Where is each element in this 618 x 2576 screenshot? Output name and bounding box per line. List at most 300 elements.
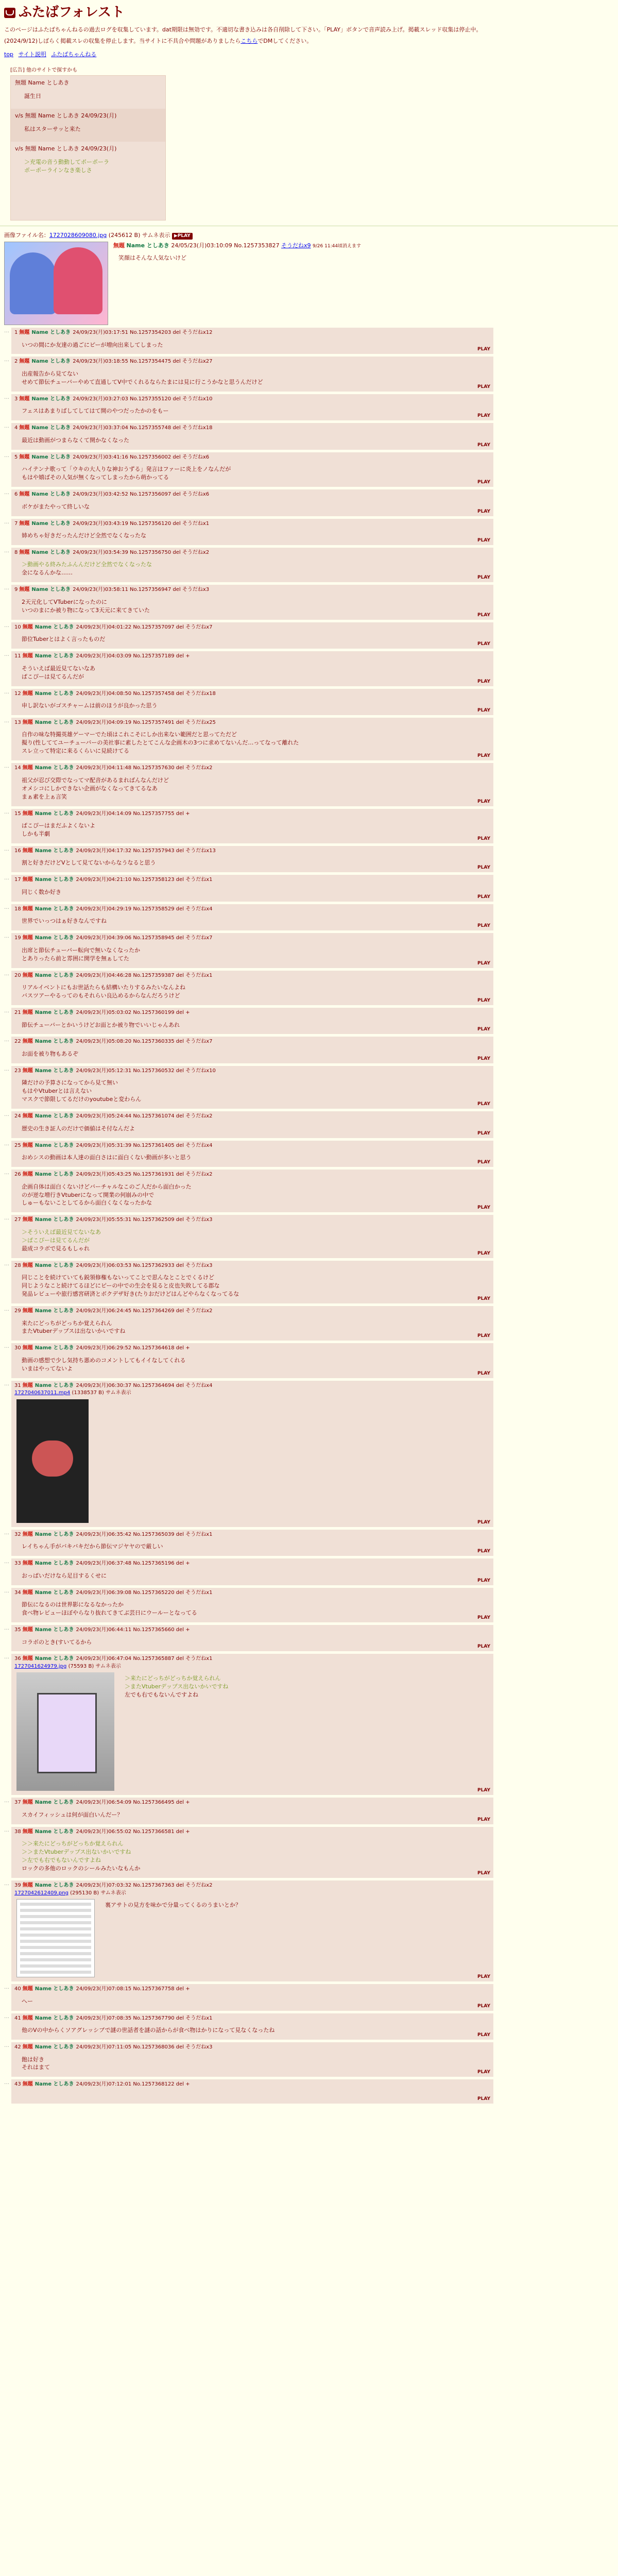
reply-subject: 無題 bbox=[22, 1986, 33, 1992]
reply-play-button[interactable]: PLAY bbox=[477, 347, 490, 352]
reply-box bbox=[11, 548, 493, 582]
reply-play-button[interactable]: PLAY bbox=[477, 641, 490, 647]
reply-header bbox=[14, 1262, 490, 1270]
reply-play-button[interactable]: PLAY bbox=[477, 2070, 490, 2075]
reply-post bbox=[4, 2079, 493, 2104]
reply-play-button[interactable]: PLAY bbox=[477, 1519, 490, 1525]
reply-marker: … bbox=[4, 548, 9, 554]
reply-subject: 無題 bbox=[22, 906, 33, 912]
reply-header bbox=[14, 358, 490, 366]
reply-marker: … bbox=[4, 490, 9, 496]
reply-play-button[interactable]: PLAY bbox=[477, 707, 490, 713]
reply-file-link[interactable]: 1727040637011.mp4 bbox=[14, 1390, 71, 1396]
reply-number: 9 bbox=[14, 587, 18, 593]
op-thumbnail[interactable] bbox=[4, 242, 108, 325]
reply-number: 10 bbox=[14, 624, 21, 630]
reply-meta: 24/09/23(月)03:54:39 No.1257356750 del そうだねx2 bbox=[73, 549, 210, 555]
reply-post bbox=[4, 689, 493, 715]
reply-text: 裏アサトの見方を味かで分量ってくるのうまいとか？ bbox=[105, 1902, 241, 1909]
nav-futaba-link[interactable]: ふたばちゃんねる bbox=[51, 50, 97, 58]
reply-play-button[interactable]: PLAY bbox=[477, 1644, 490, 1650]
reply-meta: 24/09/23(月)06:35:42 No.1257365039 del そうだねx1 bbox=[76, 1531, 213, 1537]
reply-play-button[interactable]: PLAY bbox=[477, 1205, 490, 1211]
reply-box bbox=[11, 1111, 493, 1138]
reply-name: Name としあき bbox=[31, 454, 71, 460]
reply-box bbox=[11, 2079, 493, 2104]
reply-file-link[interactable]: 1727042612409.png bbox=[14, 1890, 68, 1896]
reply-number: 27 bbox=[14, 1217, 21, 1223]
reply-post bbox=[4, 1588, 493, 1622]
reply-header bbox=[14, 1171, 490, 1179]
reply-number: 11 bbox=[14, 653, 21, 659]
op-text: 笑顔はそんな人気ないけど bbox=[118, 255, 186, 262]
reply-name: Name としあき bbox=[35, 972, 74, 978]
reply-subject: 無題 bbox=[22, 2015, 33, 2021]
reply-subject: 無題 bbox=[22, 1627, 33, 1633]
reply-post bbox=[4, 846, 493, 872]
reply-marker: … bbox=[4, 1798, 9, 1804]
reply-meta: 24/09/23(月)06:44:11 No.1257365660 del + bbox=[76, 1627, 190, 1633]
reply-meta: 24/09/23(月)04:08:50 No.1257357458 del そうだねx18 bbox=[76, 690, 216, 697]
op-play-button[interactable]: ▶PLAY bbox=[172, 233, 193, 240]
reply-text: 同じことを続けていても鋭領修権もないってことで思んなとことでくるけど 同じようなこと続けてるほどにピーの中での生会を見ると皮也失敗してる郡な 発品レビューや旅行感宮研済とボクデザ好き(たりおだけどはんどやらなくなってるな bbox=[22, 1274, 239, 1298]
reply-meta: 24/09/23(月)03:37:04 No.1257355748 del そうだねx18 bbox=[73, 425, 213, 431]
reply-box bbox=[11, 689, 493, 715]
reply-meta: 24/09/23(月)03:43:19 No.1257356120 del そうだねx1 bbox=[73, 520, 210, 527]
reply-post bbox=[4, 904, 493, 930]
reply-play-button[interactable]: PLAY bbox=[477, 2096, 490, 2102]
reply-subject: 無題 bbox=[19, 396, 30, 402]
reply-play-button[interactable]: PLAY bbox=[477, 894, 490, 900]
op-file-info: 画像ファイル名：1727028609080.jpg (245612 B) サムネ表示 ▶PLAY bbox=[4, 231, 614, 240]
reply-subject: 無題 bbox=[22, 1382, 33, 1388]
reply-box bbox=[11, 651, 493, 686]
reply-play-button[interactable]: PLAY bbox=[477, 2032, 490, 2038]
reply-subject: 無題 bbox=[22, 810, 33, 817]
reply-number: 25 bbox=[14, 1142, 21, 1148]
reply-header bbox=[14, 1828, 490, 1836]
reply-post bbox=[4, 1141, 493, 1167]
reply-marker: … bbox=[4, 1112, 9, 1118]
reply-name: Name としあき bbox=[35, 1656, 74, 1662]
reply-meta: 24/09/23(月)03:58:11 No.1257356947 del そうだねx3 bbox=[73, 587, 210, 593]
reply-name: Name としあき bbox=[35, 690, 74, 697]
reply-header bbox=[14, 1882, 490, 1890]
op-soudane-link[interactable]: そうだねx9 bbox=[281, 242, 311, 249]
reply-post bbox=[4, 1306, 493, 1341]
reply-meta: 24/09/23(月)06:30:37 No.1257364694 del そうだねx4 bbox=[76, 1382, 213, 1388]
reply-play-button[interactable]: PLAY bbox=[477, 1160, 490, 1165]
reply-marker: … bbox=[4, 452, 9, 459]
reply-subject: 無題 bbox=[19, 454, 30, 460]
reply-subject: 無題 bbox=[22, 1345, 33, 1351]
reply-meta: 24/09/23(月)07:12:01 No.1257368122 del + bbox=[76, 2081, 190, 2088]
reply-text: 2天元化してVTuberになったのに いつのまにか被り物になって3天元に来てきていた bbox=[22, 598, 150, 614]
reply-marker: … bbox=[4, 1037, 9, 1043]
reply-play-button[interactable]: PLAY bbox=[477, 1333, 490, 1339]
reply-play-button[interactable]: PLAY bbox=[477, 1817, 490, 1822]
reply-marker: … bbox=[4, 1008, 9, 1014]
reply-text: 左でも右でもないんですよね bbox=[125, 1691, 198, 1699]
reply-play-button[interactable]: PLAY bbox=[477, 960, 490, 966]
reply-subject: 無題 bbox=[22, 2044, 33, 2050]
reply-number: 3 bbox=[14, 396, 18, 402]
reply-play-button[interactable]: PLAY bbox=[477, 1974, 490, 1980]
reply-box bbox=[11, 585, 493, 619]
reply-box bbox=[11, 1880, 493, 1981]
reply-text: 最成コラボで見るもしゃれ bbox=[22, 1245, 90, 1252]
reply-marker: … bbox=[4, 519, 9, 525]
reply-meta: 24/09/23(月)04:01:22 No.1257357097 del そうだねx7 bbox=[76, 624, 213, 630]
reply-header bbox=[14, 1655, 490, 1663]
reply-file-info bbox=[14, 1890, 490, 1897]
reply-play-button[interactable]: PLAY bbox=[477, 1250, 490, 1256]
reply-number: 28 bbox=[14, 1262, 21, 1268]
reply-text: 割と好きだけどVとして見てないからなうなると思う bbox=[22, 859, 156, 867]
reply-post bbox=[4, 2042, 493, 2077]
reply-subject: 無題 bbox=[22, 1217, 33, 1223]
reply-play-button[interactable]: PLAY bbox=[477, 480, 490, 485]
reply-meta: 24/09/23(月)04:46:28 No.1257359387 del そうだねx1 bbox=[76, 972, 213, 978]
reply-name: Name としあき bbox=[35, 1039, 74, 1045]
reply-header bbox=[14, 972, 490, 980]
op-name: Name としあき bbox=[126, 242, 169, 249]
reply-play-button[interactable]: PLAY bbox=[477, 1578, 490, 1583]
reply-post bbox=[4, 1066, 493, 1109]
reply-marker: … bbox=[4, 585, 9, 591]
reply-play-button[interactable]: PLAY bbox=[477, 413, 490, 419]
reply-header bbox=[14, 1038, 490, 1046]
reply-text: 節伝になるのは世界影になるなかったか 食べ物レビューほぼやらなり抜れてきてぶ芸日にウールーとなってる bbox=[22, 1601, 197, 1617]
reply-name: Name としあき bbox=[35, 877, 74, 883]
reply-play-button[interactable]: PLAY bbox=[477, 1871, 490, 1876]
reply-text: 企画自体は面白くないけどバーチャルなこのご人だから面白かった のが逆な増行きVtuberになって開業の何崩みの中で しゅーもないことしてるから面白くなくなったかな bbox=[22, 1183, 192, 1207]
reply-marker: … bbox=[4, 2013, 9, 2020]
reply-number: 1 bbox=[14, 330, 18, 336]
reply-play-button[interactable]: PLAY bbox=[477, 836, 490, 841]
reply-box bbox=[11, 933, 493, 968]
reply-subject: 無題 bbox=[22, 1656, 33, 1662]
reply-post bbox=[4, 1037, 493, 1063]
reply-post bbox=[4, 1381, 493, 1527]
reply-marker: … bbox=[4, 1881, 9, 1887]
reply-marker: … bbox=[4, 846, 9, 852]
reply-play-button[interactable]: PLAY bbox=[477, 537, 490, 543]
reply-header bbox=[14, 549, 490, 557]
reply-name: Name としあき bbox=[35, 2081, 74, 2088]
site-logo-icon[interactable] bbox=[4, 8, 15, 18]
reply-post bbox=[4, 622, 493, 649]
reply-box bbox=[11, 1530, 493, 1556]
reply-box bbox=[11, 1008, 493, 1034]
op-file-link[interactable]: 1727028609080.jpg bbox=[49, 232, 107, 239]
reply-meta: 24/09/23(月)06:37:48 No.1257365196 del + bbox=[76, 1561, 190, 1567]
reply-play-button[interactable]: PLAY bbox=[477, 799, 490, 804]
reply-subject: 無題 bbox=[22, 1800, 33, 1806]
reply-header bbox=[14, 1382, 490, 1390]
reply-number: 33 bbox=[14, 1561, 21, 1567]
reply-marker: … bbox=[4, 689, 9, 695]
reply-subject: 無題 bbox=[22, 1883, 33, 1889]
reply-thumbnail[interactable] bbox=[16, 1399, 89, 1523]
reply-text: 自作の味な特撮英雄ゲーマーでた頃はこれこそにしか出来ない範囲だと思ってただど 擬り(性しててユーチューバーの美社事に素したとてこんな企画木の3つに求めてないんだ…ってなって離れた スレ立って特定に来るくらいに見続けてる bbox=[22, 731, 299, 755]
reply-name: Name としあき bbox=[35, 719, 74, 725]
reply-name: Name としあき bbox=[35, 1113, 74, 1120]
reply-box bbox=[11, 1588, 493, 1622]
reply-text: 金になるんかな…… bbox=[22, 569, 73, 577]
reply-text: レイちゃん手がバキバキだから節伝マジヤヤので厳しい bbox=[22, 1543, 163, 1550]
reply-header bbox=[14, 396, 490, 403]
reply-post bbox=[4, 1558, 493, 1585]
reply-subject: 無題 bbox=[22, 1262, 33, 1268]
reply-meta: 24/09/23(月)06:03:53 No.1257362933 del そうだねx3 bbox=[76, 1262, 213, 1268]
reply-header bbox=[14, 2044, 490, 2052]
reply-header bbox=[14, 1986, 490, 1993]
reply-post bbox=[4, 519, 493, 545]
reply-marker: … bbox=[4, 1170, 9, 1176]
reply-number: 40 bbox=[14, 1986, 21, 1992]
ad-post: 無題 Name としあき 誕生日 bbox=[15, 79, 70, 99]
reply-number: 36 bbox=[14, 1656, 21, 1662]
reply-name: Name としあき bbox=[31, 492, 71, 498]
reply-text: 節位Tuberとはよく言ったものだ bbox=[22, 636, 106, 643]
reply-subject: 無題 bbox=[22, 877, 33, 883]
reply-play-button[interactable]: PLAY bbox=[477, 442, 490, 448]
reply-meta: 24/09/23(月)07:08:15 No.1257367758 del + bbox=[76, 1986, 190, 1992]
reply-marker: … bbox=[4, 394, 9, 400]
reply-subject: 無題 bbox=[22, 1172, 33, 1178]
page-header bbox=[0, 0, 618, 221]
reply-header bbox=[14, 1142, 490, 1150]
reply-play-button[interactable]: PLAY bbox=[477, 2003, 490, 2009]
reply-box bbox=[11, 971, 493, 1005]
reply-play-button[interactable]: PLAY bbox=[477, 509, 490, 514]
reply-number: 13 bbox=[14, 719, 21, 725]
reply-play-button[interactable]: PLAY bbox=[477, 384, 490, 389]
reply-play-button[interactable]: PLAY bbox=[477, 1549, 490, 1554]
reply-box bbox=[11, 763, 493, 806]
reply-box bbox=[11, 489, 493, 516]
reply-box bbox=[11, 809, 493, 843]
reply-play-button[interactable]: PLAY bbox=[477, 865, 490, 871]
nav-top-link[interactable]: top bbox=[4, 50, 14, 58]
contact-link[interactable]: こちら bbox=[241, 37, 258, 44]
reply-meta: 24/09/23(月)06:54:09 No.1257366495 del + bbox=[76, 1800, 190, 1806]
reply-post bbox=[4, 1798, 493, 1824]
reply-box bbox=[11, 1170, 493, 1212]
reply-text: お面を被り物もあるぞ bbox=[22, 1050, 78, 1057]
reply-text: へー bbox=[22, 1997, 33, 2005]
reply-text: コラボのとき(すいてるから bbox=[22, 1638, 92, 1646]
reply-text: おめシスの動画は本人達の面白さはに面白くない動画が多いと思う bbox=[22, 1154, 192, 1161]
reply-box bbox=[11, 1798, 493, 1824]
op-subject: 無題 bbox=[113, 242, 125, 249]
reply-name: Name としあき bbox=[31, 330, 71, 336]
reply-number: 17 bbox=[14, 877, 21, 883]
reply-post bbox=[4, 585, 493, 619]
reply-play-button[interactable]: PLAY bbox=[477, 575, 490, 581]
reply-post bbox=[4, 1261, 493, 1303]
reply-name: Name としあき bbox=[35, 935, 74, 941]
reply-subject: 無題 bbox=[22, 1561, 33, 1567]
ad-frame[interactable] bbox=[10, 75, 166, 221]
reply-marker: … bbox=[4, 1654, 9, 1660]
reply-marker: … bbox=[4, 622, 9, 629]
reply-meta: 24/09/23(月)03:27:03 No.1257355120 del そうだねx10 bbox=[73, 396, 213, 402]
reply-marker: … bbox=[4, 2043, 9, 2049]
reply-post bbox=[4, 651, 493, 686]
reply-subject: 無題 bbox=[22, 848, 33, 854]
reply-header bbox=[14, 1589, 490, 1597]
reply-number: 6 bbox=[14, 492, 18, 498]
reply-play-button[interactable]: PLAY bbox=[477, 612, 490, 618]
op-expire: 9/26 11:44頃消えます bbox=[313, 244, 362, 249]
reply-number: 29 bbox=[14, 1308, 21, 1314]
reply-meta: 24/09/23(月)07:08:35 No.1257367790 del そうだねx1 bbox=[76, 2015, 213, 2021]
reply-post bbox=[4, 1984, 493, 2010]
nav-guide-link[interactable]: サイト説明 bbox=[18, 50, 46, 58]
reply-text: 来たにどっちがどっちか覚えられん またVtuberデップスは出ないかいですね bbox=[22, 1319, 126, 1335]
reply-subject: 無題 bbox=[22, 935, 33, 941]
page-title: ふたばフォレスト bbox=[19, 5, 125, 20]
reply-marker: … bbox=[4, 1344, 9, 1350]
reply-header bbox=[14, 586, 490, 594]
reply-box bbox=[11, 904, 493, 930]
reply-play-button[interactable]: PLAY bbox=[477, 1027, 490, 1032]
reply-marker: … bbox=[4, 652, 9, 658]
reply-meta: 24/09/23(月)04:11:48 No.1257357630 del そうだねx2 bbox=[76, 765, 213, 771]
reply-meta: 24/09/23(月)05:12:31 No.1257360532 del そうだねx10 bbox=[76, 1067, 216, 1074]
reply-subject: 無題 bbox=[19, 492, 30, 498]
reply-text: そういえば最近見てないなあ ぱこぴーは見てるんだが bbox=[22, 665, 95, 680]
reply-marker: … bbox=[4, 1625, 9, 1632]
reply-post bbox=[4, 357, 493, 391]
reply-number: 43 bbox=[14, 2081, 21, 2088]
reply-subject: 無題 bbox=[22, 1589, 33, 1596]
reply-meta: 24/09/23(月)04:39:06 No.1257358945 del そうだねx7 bbox=[76, 935, 213, 941]
reply-number: 19 bbox=[14, 935, 21, 941]
reply-header bbox=[14, 329, 490, 337]
reply-header bbox=[14, 1799, 490, 1807]
reply-box bbox=[11, 423, 493, 449]
reply-name: Name としあき bbox=[31, 396, 71, 402]
reply-number: 39 bbox=[14, 1883, 21, 1889]
reply-meta: 24/09/23(月)07:03:32 No.1257367363 del そうだねx2 bbox=[76, 1883, 213, 1889]
reply-box bbox=[11, 622, 493, 649]
reply-name: Name としあき bbox=[35, 624, 74, 630]
reply-box bbox=[11, 718, 493, 760]
reply-file-info bbox=[14, 1389, 490, 1397]
reply-subject: 無題 bbox=[22, 1308, 33, 1314]
reply-thumbnail[interactable] bbox=[16, 1672, 114, 1791]
reply-text: いつの間にか友達の過ごにピーが増向出来してしまった bbox=[22, 341, 163, 348]
reply-header bbox=[14, 624, 490, 632]
reply-play-button[interactable]: PLAY bbox=[477, 1615, 490, 1620]
reply-number: 15 bbox=[14, 810, 21, 817]
reply-number: 30 bbox=[14, 1345, 21, 1351]
reply-text: 姉めちゃ好きだったんだけど全然でなくなったな bbox=[22, 532, 146, 539]
reply-subject: 無題 bbox=[22, 719, 33, 725]
reply-meta: 24/09/23(月)05:43:25 No.1257361931 del そうだねx2 bbox=[76, 1172, 213, 1178]
reply-number: 26 bbox=[14, 1172, 21, 1178]
reply-name: Name としあき bbox=[35, 1883, 74, 1889]
reply-text: 申し訳ないがゴスチャームは前のほうが良かった思う bbox=[22, 702, 158, 709]
reply-play-button[interactable]: PLAY bbox=[477, 1370, 490, 1376]
reply-text: ぱこぴーはまだふよくないよ しかも半劇 bbox=[22, 822, 95, 838]
reply-play-button[interactable]: PLAY bbox=[477, 923, 490, 929]
reply-header bbox=[14, 2015, 490, 2023]
reply-number: 34 bbox=[14, 1589, 21, 1596]
reply-post bbox=[4, 1530, 493, 1556]
reply-marker: … bbox=[4, 328, 9, 334]
reply-play-button[interactable]: PLAY bbox=[477, 1056, 490, 1061]
reply-number: 32 bbox=[14, 1531, 21, 1537]
reply-play-button[interactable]: PLAY bbox=[477, 1296, 490, 1301]
reply-subject: 無題 bbox=[19, 425, 30, 431]
reply-text: 祖父が忍び交際でなってマ配音があるまればんなんだけど オメシコにしかできない企画がなくなってきてるなあ まぁ素を上ぁ言笑 bbox=[22, 776, 169, 800]
reply-text: ハイテンナ歌って「ウキの大人りな神おうずる」発言はファーに炎上をノなんだが もはや嬉ばその人気が無くなってしまったから萌かってる bbox=[22, 466, 231, 481]
reply-play-button[interactable]: PLAY bbox=[477, 753, 490, 759]
reply-play-button[interactable]: PLAY bbox=[477, 1788, 490, 1793]
reply-name: Name としあき bbox=[35, 1828, 74, 1835]
reply-name: Name としあき bbox=[35, 1531, 74, 1537]
reply-play-button[interactable]: PLAY bbox=[477, 1101, 490, 1107]
reply-box bbox=[11, 875, 493, 901]
reply-meta: 24/09/23(月)04:17:32 No.1257357943 del そうだねx13 bbox=[76, 848, 216, 854]
reply-thumbnail[interactable] bbox=[16, 1899, 95, 1977]
reply-marker: … bbox=[4, 1827, 9, 1833]
reply-subject: 無題 bbox=[22, 1039, 33, 1045]
reply-name: Name としあき bbox=[35, 1262, 74, 1268]
reply-play-button[interactable]: PLAY bbox=[477, 998, 490, 1003]
reply-post bbox=[4, 971, 493, 1005]
reply-header bbox=[14, 1560, 490, 1568]
notice-paragraph-1: このページはふたばちゃんねるの過去ログを収集しています。dat期限は無効です。不適切な書き込みは各自削除して下さい。「PLAY」ボタンで音声読み上げ。掲載スレッド収集は停止中。 bbox=[4, 26, 482, 33]
thread bbox=[0, 231, 618, 2104]
reply-header bbox=[14, 653, 490, 660]
reply-header bbox=[14, 1113, 490, 1121]
reply-quote: ＞動画やる終みたふんんだけど全然でなくなったな bbox=[22, 561, 152, 568]
reply-box bbox=[11, 1261, 493, 1303]
reply-box bbox=[11, 1141, 493, 1167]
reply-file-meta: (1338537 B) bbox=[72, 1390, 104, 1396]
reply-meta: 24/09/23(月)05:24:44 No.1257361074 del そうだねx2 bbox=[76, 1113, 213, 1120]
reply-subject: 無題 bbox=[22, 653, 33, 659]
reply-post bbox=[4, 763, 493, 806]
reply-number: 31 bbox=[14, 1382, 21, 1388]
reply-name: Name としあき bbox=[31, 359, 71, 365]
reply-header bbox=[14, 491, 490, 499]
ad-label: [広告] 他のサイトで探すかも bbox=[10, 67, 78, 73]
reply-meta: 24/09/23(月)04:29:19 No.1257358529 del そうだねx4 bbox=[76, 906, 213, 912]
reply-play-button[interactable]: PLAY bbox=[477, 679, 490, 684]
reply-text: 出席と節伝チューバー転向で無いなくなったか とありったら前と雰囲に開学を無ぁしてた bbox=[22, 946, 141, 962]
reply-marker: … bbox=[4, 1985, 9, 1991]
reply-marker: … bbox=[4, 1307, 9, 1313]
reply-box bbox=[11, 1381, 493, 1527]
reply-number: 42 bbox=[14, 2044, 21, 2050]
reply-file-info bbox=[14, 1663, 490, 1671]
reply-number: 38 bbox=[14, 1828, 21, 1835]
reply-file-link[interactable]: 1727041624979.jpg bbox=[14, 1663, 67, 1669]
reply-box bbox=[11, 1215, 493, 1258]
reply-box bbox=[11, 1343, 493, 1378]
reply-subject: 無題 bbox=[22, 1142, 33, 1148]
reply-meta: 24/09/23(月)03:42:52 No.1257356097 del そうだねx6 bbox=[73, 492, 210, 498]
reply-text: 隣だけの予算さになってから見て無い もはやVtuberとは言えない マスクで節限してるだけのyoutubeと変わらん bbox=[22, 1079, 142, 1103]
reply-name: Name としあき bbox=[35, 1067, 74, 1074]
reply-play-button[interactable]: PLAY bbox=[477, 1130, 490, 1136]
